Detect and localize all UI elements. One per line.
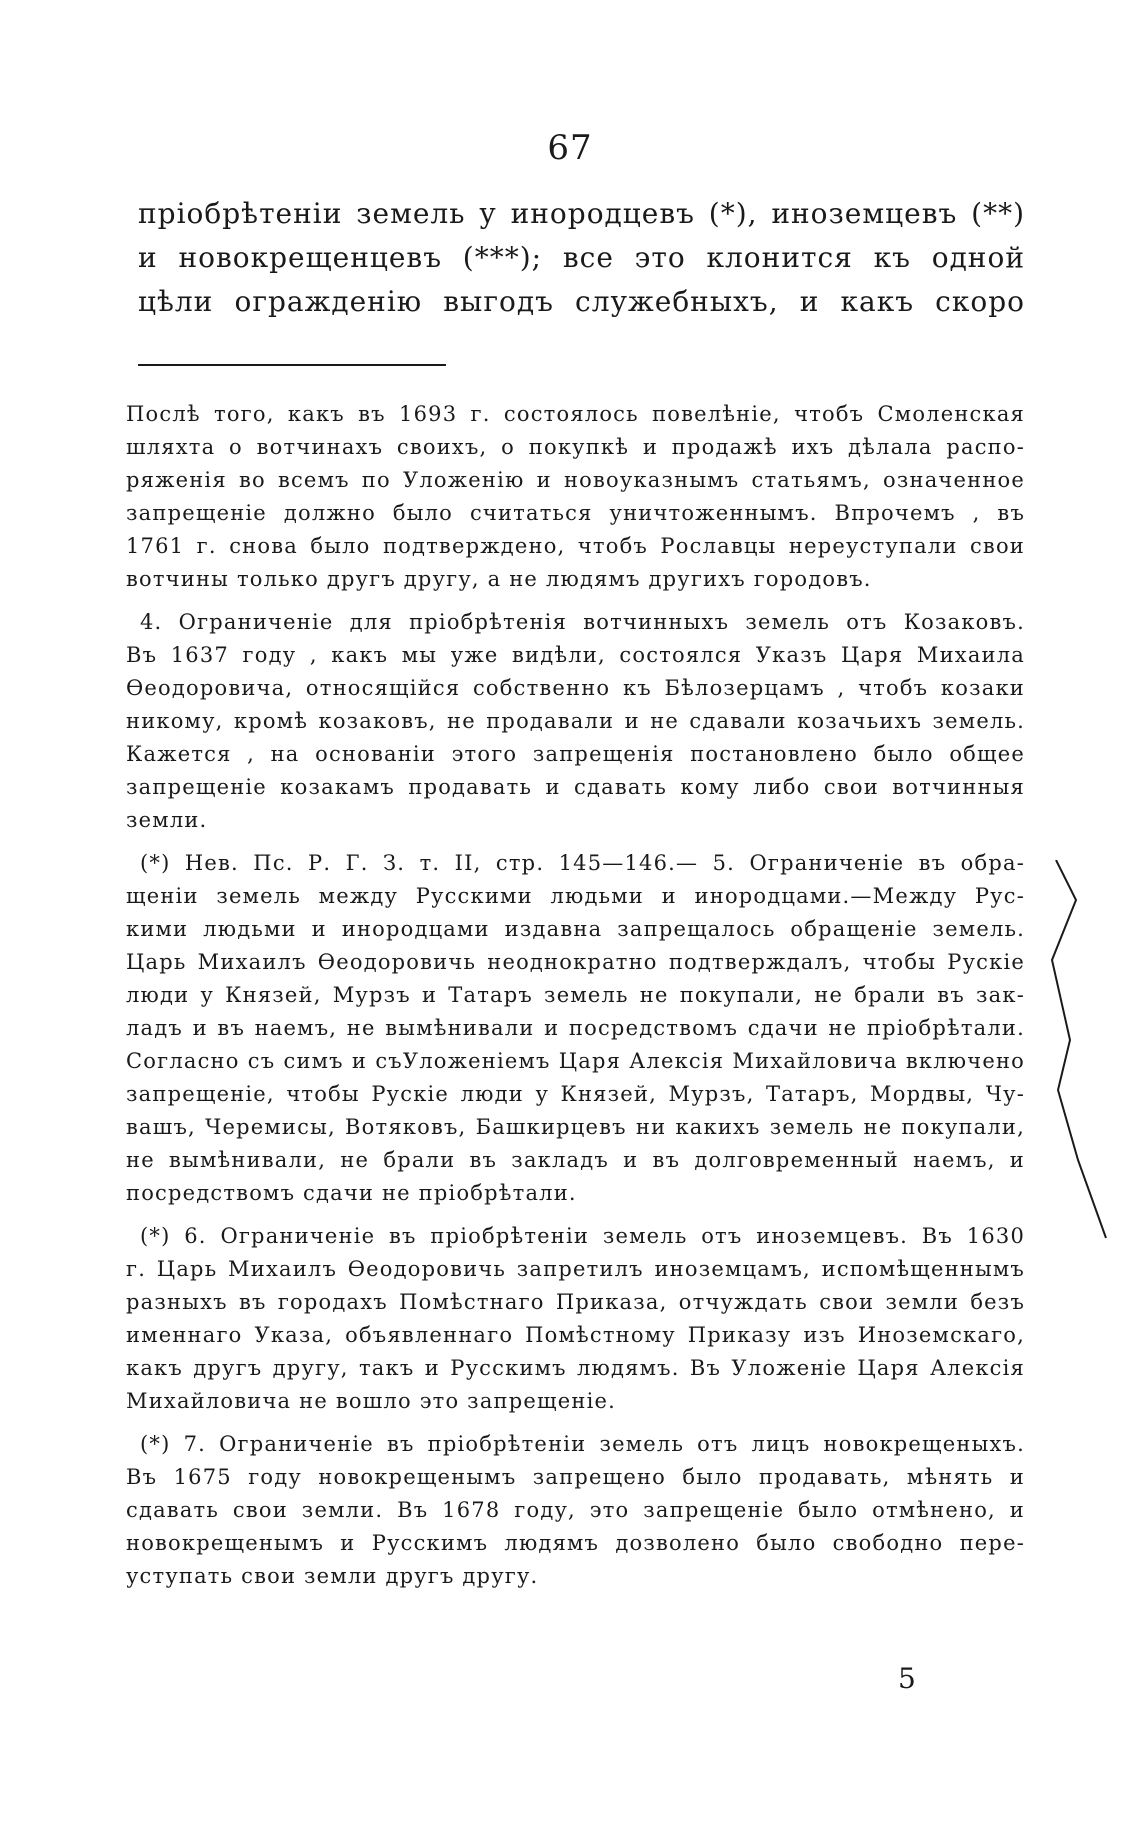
footnote-line: посредствомъ сдачи не пріобрѣтали.: [126, 1181, 577, 1205]
footnote-line: вотчины только другъ другу, а не людямъ другихъ городовъ.: [126, 567, 872, 591]
footnote-line: запрещеніе козакамъ продавать и сдавать кому либо свои вотчинныя: [126, 775, 1025, 799]
footnote-line: не вымѣнивали, не брали въ закладъ и въ долговременный наемъ, и: [126, 1148, 1025, 1172]
footnote-line: Ѳеодоровича, относящійся собственно къ Бѣлозерцамъ , чтобъ козаки: [126, 676, 1025, 700]
footnote-line: ряженія во всемъ по Уложенію и новоуказнымъ статьямъ, означенное: [126, 468, 1025, 492]
footnote-line: уступать свои земли другъ другу.: [126, 1564, 539, 1588]
footnote-line: Согласно съ симъ и съУложеніемъ Царя Алексія Михайловича включено: [126, 1049, 1025, 1073]
footnote-line: Михайловича не вошло это запрещеніе.: [126, 1389, 616, 1413]
footnote-line: (*) 7. Ограниченіе въ пріобрѣтеніи земель отъ лицъ новокрещеныхъ.: [140, 1432, 1025, 1456]
footnote-line: Царь Михаилъ Ѳеодоровичь неоднократно подтверждалъ, чтобы Рускіе: [126, 950, 1025, 974]
footnote-line: 4. Ограниченіе для пріобрѣтенія вотчинныхъ земель отъ Козаковъ.: [140, 610, 1025, 634]
footnote-block: [126, 606, 1025, 837]
main-text-line: и новокрещенцевъ (***); все это клонится къ одной: [138, 241, 1025, 274]
footnote-block: [126, 847, 1025, 1210]
footnote-line: г. Царь Михаилъ Ѳеодоровичь запретилъ иноземцамъ, испомѣщеннымъ: [126, 1257, 1025, 1281]
footnote-line: Въ 1675 году новокрещенымъ запрещено было продавать, мѣнять и: [126, 1465, 1025, 1489]
footnote-line: какъ другъ другу, такъ и Русскимъ людямъ. Въ Уложеніе Царя Алексія: [126, 1356, 1025, 1380]
footnote-line: кими людьми и инородцами издавна запрещалось обращеніе земель.: [126, 917, 1025, 941]
footnote-line: именнаго Указа, объявленнаго Помѣстному Приказу изъ Иноземскаго,: [126, 1323, 1025, 1347]
footnote-line: Въ 1637 году , какъ мы уже видѣли, состоялся Указъ Царя Михаила: [126, 643, 1025, 667]
main-text-line: цѣли огражденію выгодъ служебныхъ, и какъ скоро: [138, 285, 1025, 318]
footnote-line: Послѣ того, какъ въ 1693 г. состоялось повелѣніе, чтобъ Смоленская: [126, 402, 1025, 426]
footnote-separator-rule: [138, 364, 446, 366]
footnote-line: вашъ, Черемисы, Вотяковъ, Башкирцевъ ни какихъ земель не покупали,: [126, 1115, 1025, 1139]
footnote-line: (*) 6. Ограниченіе въ пріобрѣтеніи земель отъ иноземцевъ. Въ 1630: [140, 1224, 1025, 1248]
footnote-block: [126, 1428, 1025, 1593]
footnote-line: сдавать свои земли. Въ 1678 году, это запрещеніе было отмѣнено, и: [126, 1498, 1025, 1522]
footnote-line: (*) Нев. Пс. Р. Г. З. т. II, стр. 145—146.— 5. Ограниченіе въ обра-: [140, 851, 1025, 875]
footnote-line: шляхта о вотчинахъ своихъ, о покупкѣ и продажѣ ихъ дѣлала распо-: [126, 435, 1025, 459]
footnote-line: новокрещенымъ и Русскимъ людямъ дозволено было свободно пере-: [126, 1531, 1025, 1555]
footnotes: [126, 398, 1025, 1603]
footnote-line: никому, кромѣ козаковъ, не продавали и не сдавали козачьихъ земель.: [126, 709, 1025, 733]
main-text: [138, 192, 1025, 324]
footnote-line: запрещеніе должно было считаться уничтоженнымъ. Впрочемъ , въ: [126, 501, 1025, 525]
footnote-block: [126, 398, 1025, 596]
footnote-line: разныхъ въ городахъ Помѣстнаго Приказа, отчуждать свои земли безъ: [126, 1290, 1025, 1314]
footnote-block: [126, 1220, 1025, 1418]
main-text-line: пріобрѣтеніи земель у инородцевъ (*), иноземцевъ (**): [138, 197, 1025, 230]
page-number: 67: [547, 128, 593, 168]
footnote-line: земли.: [126, 808, 208, 832]
footnote-line: запрещеніе, чтобы Рускіе люди у Князей, Мурзъ, Татаръ, Мордвы, Чу-: [126, 1082, 1025, 1106]
footnote-line: 1761 г. снова было подтверждено, чтобъ Рославцы нереуступали свои: [126, 534, 1025, 558]
margin-bracket-mark: [1048, 860, 1108, 1240]
footnote-line: Кажется , на основаніи этого запрещенія постановлено было общее: [126, 742, 1025, 766]
signature-mark: 5: [898, 1662, 917, 1695]
footnote-line: люди у Князей, Мурзъ и Татаръ земель не покупали, не брали въ зак-: [126, 983, 1025, 1007]
footnote-line: ладъ и въ наемъ, не вымѣнивали и посредствомъ сдачи не пріобрѣтали.: [126, 1016, 1025, 1040]
footnote-line: щеніи земель между Русскими людьми и инородцами.—Между Рус-: [126, 884, 1025, 908]
